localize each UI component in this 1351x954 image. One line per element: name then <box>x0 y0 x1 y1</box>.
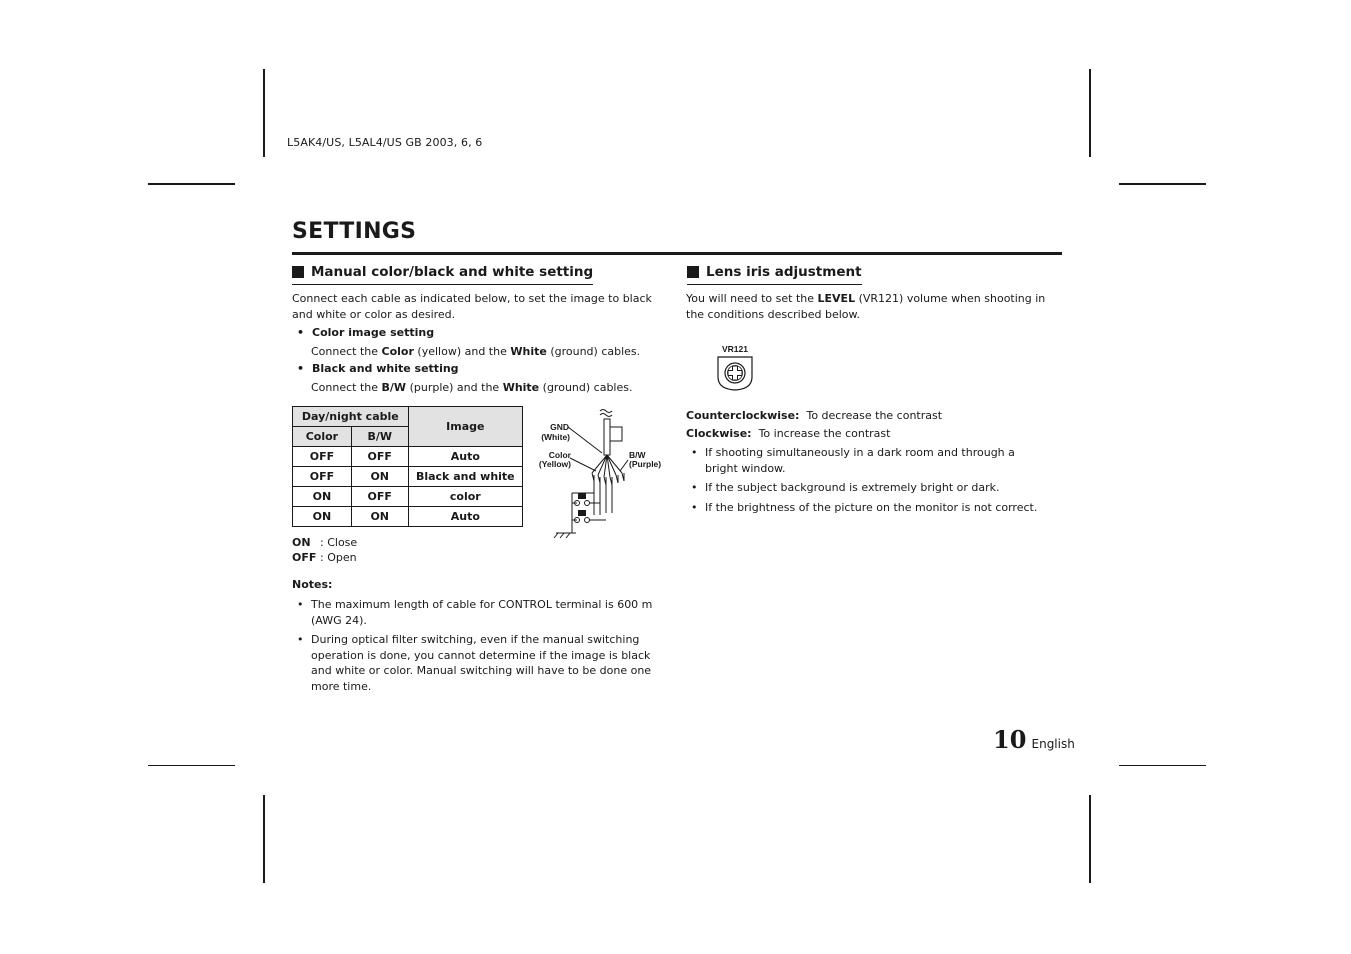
legend-on: ON : Close <box>292 536 358 549</box>
notes-list <box>292 597 664 698</box>
legend-off: OFF : Open <box>292 551 357 564</box>
ccw-instruction: Counterclockwise: To decrease the contrast <box>686 409 943 422</box>
bw-wire-label: B/W <box>629 450 646 460</box>
color-setting-title: • Color image setting <box>297 326 434 339</box>
table-row: ON OFF color <box>293 487 523 507</box>
table-image-header: Image <box>408 407 522 447</box>
page-title: SETTINGS <box>292 219 417 244</box>
table-row: OFF OFF Auto <box>293 447 523 467</box>
section-heading-lens-iris: Lens iris adjustment <box>687 264 862 285</box>
white-label: (White) <box>541 432 570 442</box>
crop-mark <box>148 183 235 185</box>
table-col-color: Color <box>293 427 352 447</box>
lens-iris-intro: You will need to set the LEVEL (VR121) volume when shooting in the conditions described below. <box>686 292 1046 321</box>
purple-label: (Purple) <box>629 459 662 469</box>
document-code: L5AK4/US, L5AL4/US GB 2003, 6, 6 <box>287 136 483 149</box>
table-row: ON ON Auto <box>293 507 523 527</box>
crop-mark <box>263 795 265 883</box>
day-night-table <box>292 406 523 527</box>
section-heading-manual-color: Manual color/black and white setting <box>292 264 593 285</box>
vr121-label: VR121 <box>722 344 748 354</box>
bw-setting-title: • Black and white setting <box>297 362 459 375</box>
gnd-label: GND <box>550 422 569 432</box>
list-item: • During optical filter switching, even if the manual switching operation is done, you cannot determine if the image is black and white or color. Manual switching will have to be done one more time. <box>292 632 664 694</box>
list-item: • The maximum length of cable for CONTROL terminal is 600 m (AWG 24). <box>292 597 664 628</box>
table-row: OFF ON Black and white <box>293 467 523 487</box>
bw-setting-text: Connect the B/W (purple) and the White (ground) cables. <box>311 381 633 394</box>
conditions-list <box>686 445 1046 519</box>
crop-mark <box>1119 765 1206 766</box>
crop-mark <box>148 765 235 766</box>
color-wire-label: Color <box>548 450 571 460</box>
crop-mark <box>263 69 265 157</box>
square-bullet-icon <box>687 266 699 278</box>
cable-wiring-diagram <box>528 405 670 541</box>
page-footer <box>993 725 1075 754</box>
color-setting-text: Connect the Color (yellow) and the White (ground) cables. <box>311 345 641 358</box>
notes-title: Notes: <box>292 578 333 591</box>
cw-instruction: Clockwise: To increase the contrast <box>686 427 891 440</box>
list-item: • If the brightness of the picture on the monitor is not correct. <box>686 500 1046 516</box>
crop-mark <box>1089 69 1091 157</box>
list-item: • If shooting simultaneously in a dark room and through a bright window. <box>686 445 1046 476</box>
vr121-potentiometer-icon <box>712 342 758 394</box>
page-language: English <box>1031 737 1075 751</box>
table-col-bw: B/W <box>351 427 408 447</box>
crop-mark <box>1119 183 1206 185</box>
yellow-label: (Yellow) <box>538 459 571 469</box>
manual-color-intro: Connect each cable as indicated below, to set the image to black and white or color as desired. <box>292 292 652 321</box>
page-number: 10 <box>993 725 1027 754</box>
on-off-legend <box>292 535 357 565</box>
square-bullet-icon <box>292 266 304 278</box>
table-group-header: Day/night cable <box>293 407 409 427</box>
crop-mark <box>1089 795 1091 883</box>
title-divider <box>292 252 1062 255</box>
list-item: • If the subject background is extremely bright or dark. <box>686 480 1046 496</box>
